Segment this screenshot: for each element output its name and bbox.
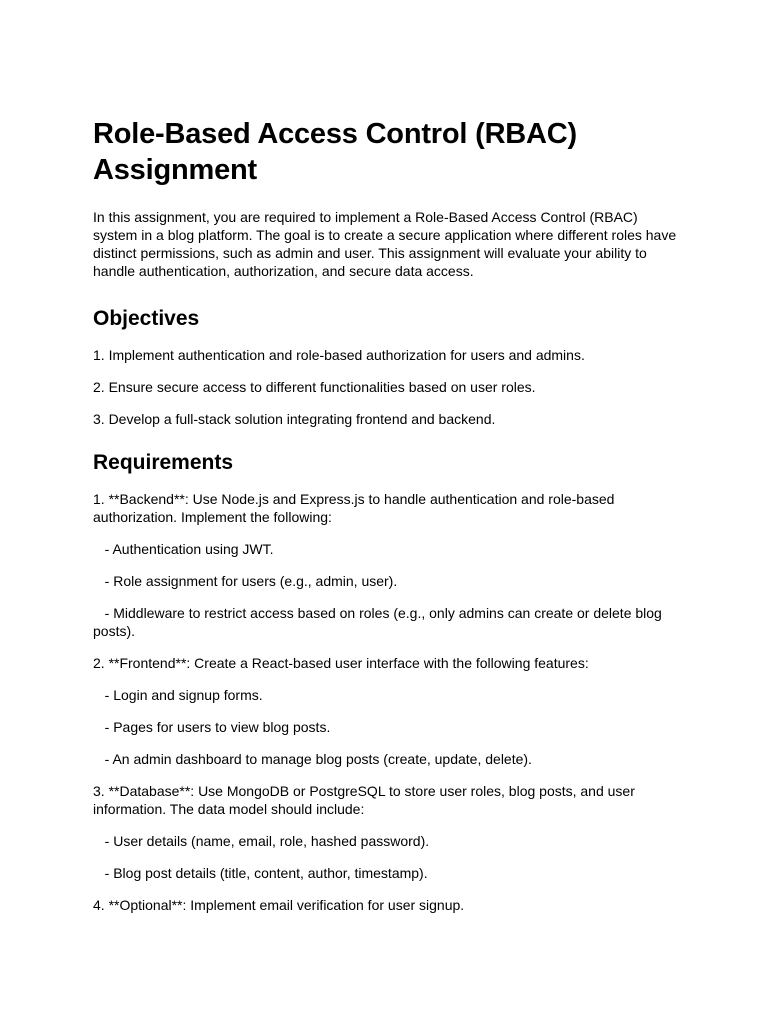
requirement-subitem: - Login and signup forms. xyxy=(93,687,263,703)
requirement-item: 3. **Database**: Use MongoDB or PostgreSQL to store user roles, blog posts, and user information. The data model should include: xyxy=(93,783,639,817)
requirements-heading: Requirements xyxy=(93,451,234,474)
requirement-item: 2. **Frontend**: Create a React-based user interface with the following features: xyxy=(93,655,589,671)
requirement-subitem: - Middleware to restrict access based on roles (e.g., only admins can create or delete blog posts). xyxy=(93,605,666,639)
objectives-heading: Objectives xyxy=(93,307,200,330)
document-page xyxy=(93,116,683,928)
requirement-subitem: - Blog post details (title, content, author, timestamp). xyxy=(93,865,428,881)
requirement-subitem: - Role assignment for users (e.g., admin, user). xyxy=(93,573,398,589)
requirement-item: 1. **Backend**: Use Node.js and Express.js to handle authentication and role-based authorization. Implement the following: xyxy=(93,491,619,525)
requirement-subitem: - Authentication using JWT. xyxy=(93,541,274,557)
requirement-item: 4. **Optional**: Implement email verification for user signup. xyxy=(93,897,465,913)
requirement-subitem: - An admin dashboard to manage blog posts (create, update, delete). xyxy=(93,751,532,767)
document-title: Role-Based Access Control (RBAC) Assignment xyxy=(93,118,577,186)
requirement-subitem: - Pages for users to view blog posts. xyxy=(93,719,331,735)
objective-item: 3. Develop a full-stack solution integrating frontend and backend. xyxy=(93,411,496,427)
requirement-subitem: - User details (name, email, role, hashed password). xyxy=(93,833,430,849)
objective-item: 1. Implement authentication and role-based authorization for users and admins. xyxy=(93,347,585,363)
objective-item: 2. Ensure secure access to different functionalities based on user roles. xyxy=(93,379,536,395)
intro-paragraph: In this assignment, you are required to implement a Role-Based Access Control (RBAC) system in a blog platform. The goal is to create a secure application where different roles have distinct permissions, such as admin and user. This assignment will evaluate your ability to handle authentication, authorization, and secure data access. xyxy=(93,209,677,279)
